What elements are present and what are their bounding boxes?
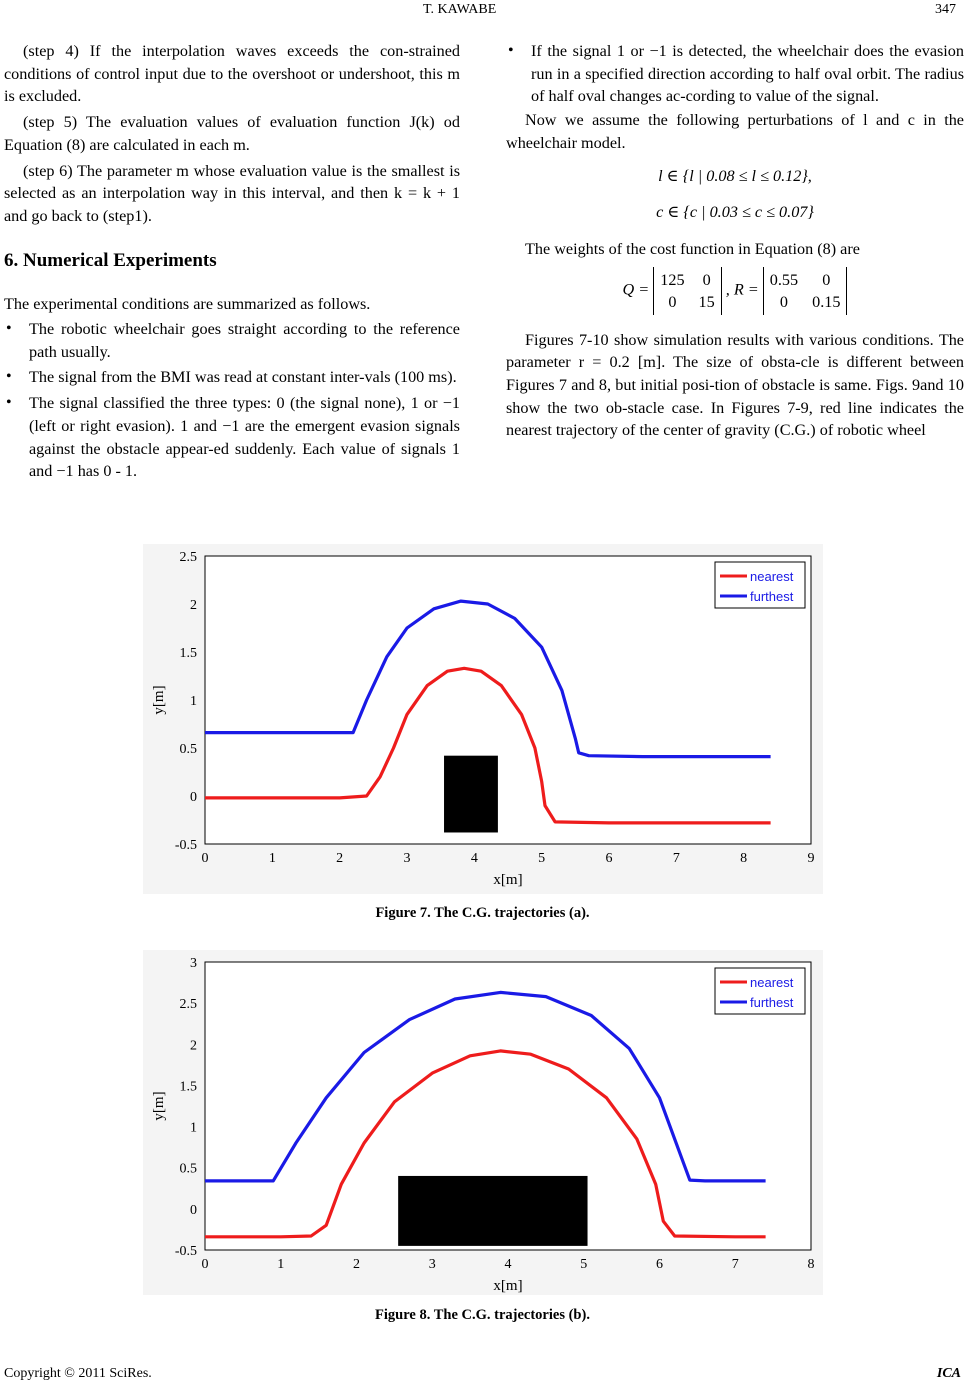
matrix-cell: 125: [660, 270, 685, 289]
y-tick-label: 1: [190, 694, 197, 709]
x-tick-label: 3: [428, 1257, 436, 1272]
y-tick-label: 0.5: [179, 1161, 197, 1177]
y-tick-label: 2.5: [179, 997, 197, 1013]
section-title: 6. Numerical Experiments: [4, 249, 217, 271]
figure-7-chart: [143, 544, 823, 894]
weight-matrices: [506, 267, 964, 315]
x-tick-label: 6: [605, 851, 613, 866]
q-label: Q =: [622, 280, 650, 299]
x-tick-label: 8: [807, 1257, 815, 1272]
y-tick-label: 1.5: [179, 1079, 197, 1095]
x-tick-label: 0: [201, 1257, 209, 1272]
x-axis-label: x[m]: [493, 872, 523, 888]
footer-journal: ICA: [936, 1366, 961, 1381]
matrix-cell: 0.55: [769, 270, 799, 289]
y-axis-label: y[m]: [151, 1091, 167, 1121]
y-tick-label: -0.5: [174, 1244, 197, 1259]
bullet-item: • The robotic wheelchair goes straight according to the reference path usually.: [4, 318, 460, 363]
results-paragraph: Figures 7-10 show simulation results with various conditions. The parameter r = 0.2 [m]. The size of obsta-cle is different between Figures 7 and 8, but initial posi-tion of obstacle is same. Figs. 9and 10 show the two ob-stacle case. In Figures 7-9, red line indicates the nearest trajectory of the center of gravity (C.G.) of robotic wheel: [506, 330, 964, 440]
y-axis-label: y[m]: [151, 685, 167, 715]
x-tick-label: 3: [403, 851, 411, 866]
running-header-author: T. KAWABE: [423, 2, 497, 17]
matrix-cell: 0: [668, 292, 677, 311]
matrix-cell: 0: [822, 270, 831, 289]
matrix-cell: 0.15: [812, 292, 841, 311]
legend-label-nearest: nearest: [750, 975, 794, 990]
x-tick-label: 2: [353, 1257, 360, 1272]
x-tick-label: 7: [731, 1257, 739, 1272]
y-tick-label: 1: [190, 1120, 197, 1136]
x-tick-label: 0: [201, 851, 209, 866]
x-tick-label: 1: [277, 1257, 285, 1272]
step4-paragraph: (step 4) If the interpolation waves exceeds the con-strained conditions of control input due to the overshoot or undershoot, this m is excluded.: [4, 42, 460, 106]
x-tick-label: 5: [580, 1257, 588, 1272]
step5-paragraph: (step 5) The evaluation values of evaluation function J(k) od Equation (8) are calculated in each m.: [4, 113, 460, 154]
weights-paragraph: The weights of the cost function in Equation (8) are: [525, 239, 860, 258]
y-tick-label: -0.5: [174, 838, 197, 853]
obstacle-block: [398, 1176, 587, 1246]
footer-copyright: Copyright © 2011 SciRes.: [4, 1366, 152, 1381]
legend-label-furthest: furthest: [750, 995, 794, 1010]
bullet-item: • The signal classified the three types: 0 (the signal none), 1 or −1 (left or right evasion). 1 and −1 are the emergent evasion signals against the obstacle appear-ed suddenly. Each value of signals 1 and −1 has 0 - 1.: [4, 392, 460, 483]
q-matrix: [653, 267, 721, 315]
x-tick-label: 2: [336, 851, 344, 866]
matrix-cell: 0: [779, 292, 788, 311]
perturbation-paragraph: Now we assume the following perturbations of l and c in the wheelchair model.: [506, 111, 964, 152]
legend-label-nearest: nearest: [750, 569, 794, 584]
x-tick-label: 7: [672, 851, 680, 866]
left-column: [4, 40, 460, 483]
y-tick-label: 2: [190, 598, 197, 613]
y-tick-label: 0.5: [179, 742, 197, 757]
obstacle-block: [444, 756, 498, 833]
x-tick-label: 6: [656, 1257, 663, 1272]
equation-l: l ∈ {l | 0.08 ≤ l ≤ 0.12},: [658, 166, 812, 185]
intro-paragraph: The experimental conditions are summarized as follows.: [4, 295, 371, 314]
x-tick-label: 4: [470, 851, 478, 866]
x-tick-label: 9: [807, 851, 815, 866]
y-tick-label: 0: [190, 790, 197, 805]
y-tick-label: 0: [190, 1202, 197, 1218]
equation-c: c ∈ {c | 0.03 ≤ c ≤ 0.07}: [656, 203, 814, 222]
y-tick-label: 2.5: [179, 550, 197, 565]
x-tick-label: 1: [268, 851, 276, 866]
y-tick-label: 2: [190, 1038, 197, 1054]
x-tick-label: 5: [538, 851, 546, 866]
r-matrix: [763, 267, 848, 315]
x-tick-label: 8: [740, 851, 748, 866]
legend-label-furthest: furthest: [750, 589, 794, 604]
y-tick-label: 1.5: [179, 646, 197, 661]
r-label: , R =: [725, 280, 759, 299]
figure-8-caption: Figure 8. The C.G. trajectories (b).: [375, 1307, 590, 1323]
matrix-cell: 0: [702, 270, 711, 289]
x-axis-label: x[m]: [493, 1278, 523, 1294]
figure-8-chart: [143, 950, 823, 1295]
bullet-item: • The signal from the BMI was read at constant inter-vals (100 ms).: [4, 366, 460, 389]
page-number: 347: [935, 2, 956, 17]
right-column: [506, 40, 964, 442]
matrix-cell: 15: [698, 292, 715, 311]
step6-paragraph: (step 6) The parameter m whose evaluation value is the smallest is selected as an interpolation way in this interval, and then k = k + 1 and go back to (step1).: [4, 161, 460, 225]
y-tick-label: 3: [190, 956, 197, 971]
x-tick-label: 4: [504, 1257, 512, 1272]
bullet-item: • If the signal 1 or −1 is detected, the wheelchair does the evasion run in a specified direction according to half oval orbit. The radius of half oval changes ac-cording to value of the signal.: [506, 40, 964, 108]
figure-7-caption: Figure 7. The C.G. trajectories (a).: [375, 905, 590, 921]
